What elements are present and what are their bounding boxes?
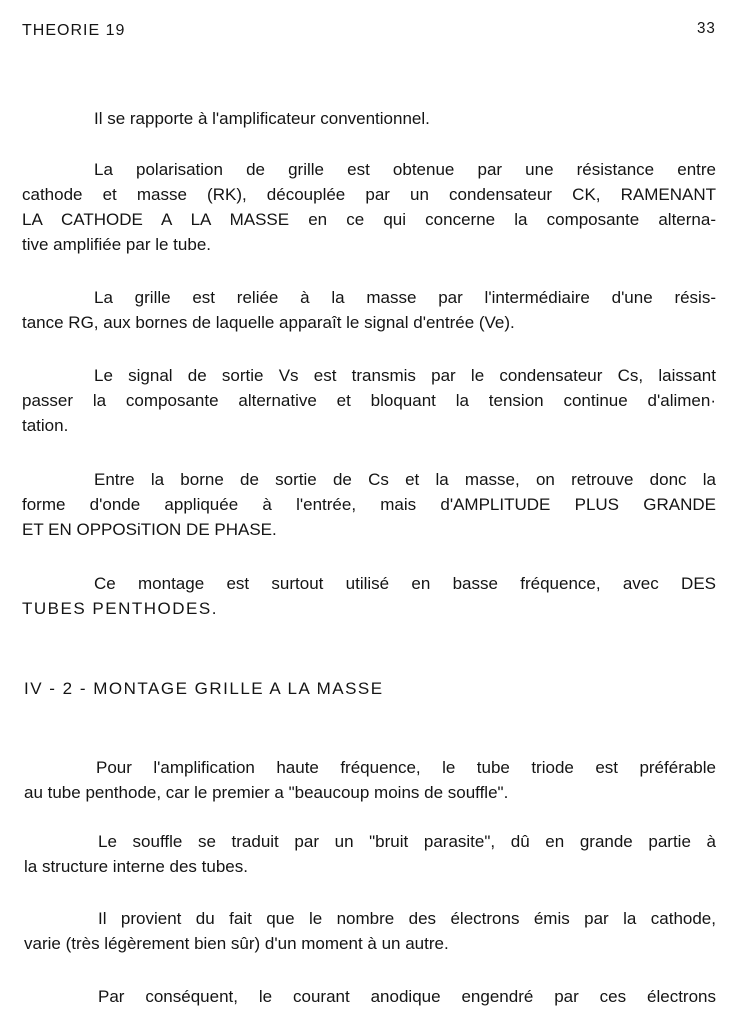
paragraph-line: LA CATHODE A LA MASSE en ce qui concerne la composante alterna- bbox=[22, 210, 716, 229]
paragraph-line: La polarisation de grille est obtenue par une résistance entre bbox=[94, 160, 716, 179]
paragraph-line: tive amplifiée par le tube. bbox=[22, 235, 211, 254]
paragraph-line: Entre la borne de sortie de Cs et la masse, on retrouve donc la bbox=[94, 470, 716, 489]
paragraph-line: ET EN OPPOSiTION DE PHASE. bbox=[22, 520, 277, 539]
paragraph-line: Pour l'amplification haute fréquence, le tube triode est préférable bbox=[96, 758, 716, 777]
paragraph-line: tance RG, aux bornes de laquelle apparaît le signal d'entrée (Ve). bbox=[22, 313, 515, 332]
paragraph-line: Par conséquent, le courant anodique engendré par ces électrons bbox=[98, 987, 716, 1006]
paragraph-line: Il se rapporte à l'amplificateur conventionnel. bbox=[94, 109, 430, 128]
paragraph-line: la structure interne des tubes. bbox=[24, 857, 248, 876]
paragraph-line: Ce montage est surtout utilisé en basse fréquence, avec DES bbox=[94, 574, 716, 593]
section-heading: IV - 2 - MONTAGE GRILLE A LA MASSE bbox=[24, 679, 384, 698]
running-title: THEORIE 19 bbox=[22, 22, 126, 39]
paragraph-line: varie (très légèrement bien sûr) d'un moment à un autre. bbox=[24, 934, 449, 953]
paragraph-line: Il provient du fait que le nombre des électrons émis par la cathode, bbox=[98, 909, 716, 928]
paragraph-line: forme d'onde appliquée à l'entrée, mais d'AMPLITUDE PLUS GRANDE bbox=[22, 495, 716, 514]
paragraph-line: Le souffle se traduit par un "bruit parasite", dû en grande partie à bbox=[98, 832, 716, 851]
paragraph-line: Le signal de sortie Vs est transmis par le condensateur Cs, laissant bbox=[94, 366, 716, 385]
paragraph-line: passer la composante alternative et bloquant la tension continue d'alimen· bbox=[22, 391, 716, 410]
paragraph-line: au tube penthode, car le premier a "beaucoup moins de souffle". bbox=[24, 783, 509, 802]
paragraph-line: tation. bbox=[22, 416, 69, 435]
paragraph-line: cathode et masse (RK), découplée par un condensateur CK, RAMENANT bbox=[22, 185, 716, 204]
page-number: 33 bbox=[697, 20, 716, 37]
paragraph-line: La grille est reliée à la masse par l'intermédiaire d'une résis- bbox=[94, 288, 716, 307]
paragraph-line: TUBES PENTHODES. bbox=[22, 599, 218, 618]
